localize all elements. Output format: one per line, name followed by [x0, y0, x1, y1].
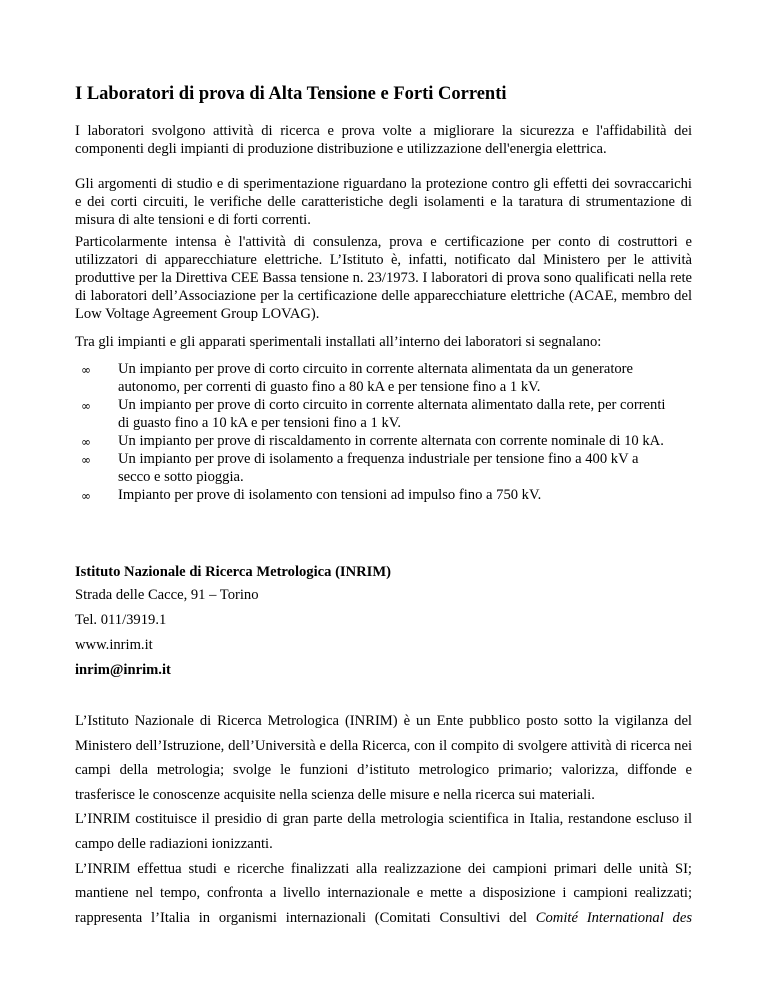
topics-paragraph: Gli argomenti di studio e di sperimentazione riguardano la protezione contro gli effetti dei sovraccarichi e dei corti circuiti, le verifiche delle caratteristiche degli isolamenti e la taratura di strumentazione di misura di alte tensioni e di forti correnti.	[75, 176, 692, 228]
bullet-icon: ∞	[81, 489, 91, 503]
list-item	[75, 432, 692, 450]
facilities-intro-paragraph: Tra gli impianti e gli apparati sperimentali installati all’interno dei laboratori si segnalano:	[75, 334, 602, 350]
description-paragraph: L’Istituto Nazionale di Ricerca Metrologica (INRIM) è un Ente pubblico posto sotto la vigilanza del Ministero dell’Istruzione, dell’Università e della Ricerca, con il compito di svolgere attività di ricerca nei campi della metrologia; svolge le funzioni d’istituto metrologico primario; valorizza, diffonde e trasferisce le conoscenze acquisite nella scienza delle misure e nella ricerca sui materiali.	[75, 713, 692, 803]
bullet-icon: ∞	[81, 453, 91, 467]
list-item	[75, 486, 692, 504]
description-text: L’INRIM effettua studi e ricerche finalizzati alla realizzazione dei campioni primari delle unità SI; mantiene nel tempo, confronta a livello internazionale e mette a disposizione i campioni realizzati; rappresenta l’Italia in organismi internazionali (Comitati Consultivi del	[75, 860, 692, 926]
list-item-text: Un impianto per prove di riscaldamento in corrente alternata con corrente nominale di 10 kA.	[118, 433, 664, 449]
list-item-text: Un impianto per prove di isolamento a frequenza industriale per tensione fino a 400 kV a secco e sotto pioggia.	[118, 451, 639, 485]
institute-name: Istituto Nazionale di Ricerca Metrologica (INRIM)	[75, 564, 391, 580]
bullet-icon: ∞	[81, 363, 91, 377]
description-paragraph	[75, 857, 692, 931]
list-item	[75, 396, 692, 432]
description-italic-text: Comité International des	[535, 909, 692, 926]
consulting-paragraph: Particolarmente intensa è l'attività di consulenza, prova e certificazione per conto di costruttori e utilizzatori di apparecchiature elettriche. L’Istituto è, infatti, notificato dal Ministero per le attività produttive per la Direttiva CEE Bassa tensione n. 23/1973. I laboratori di prova sono qualificati nella rete di laboratori dell’Associazione per la certificazione delle apparecchiature elettriche (ACAE, membro del Low Voltage Agreement Group LOVAG).	[75, 234, 692, 322]
list-item-text: Un impianto per prove di corto circuito in corrente alternata alimentato dalla rete, per correnti di guasto fino a 10 kA e per tensioni fino a 1 kV.	[118, 397, 666, 431]
list-item-text: Impianto per prove di isolamento con tensioni ad impulso fino a 750 kV.	[118, 487, 542, 503]
institute-email: inrim@inrim.it	[75, 662, 171, 678]
facilities-list	[75, 360, 692, 504]
description-paragraph: L’INRIM costituisce il presidio di gran parte della metrologia scientifica in Italia, restandone escluso il campo delle radiazioni ionizzanti.	[75, 811, 692, 852]
institute-website: www.inrim.it	[75, 637, 153, 653]
intro-paragraph: I laboratori svolgono attività di ricerca e prova volte a migliorare la sicurezza e l'affidabilità dei componenti degli impianti di produzione distribuzione e utilizzazione dell'energia elettrica.	[75, 123, 692, 157]
bullet-icon: ∞	[81, 399, 91, 413]
list-item	[75, 360, 692, 396]
list-item	[75, 450, 692, 486]
institute-description	[75, 709, 692, 930]
institute-address: Strada delle Cacce, 91 – Torino	[75, 587, 259, 603]
institute-phone: Tel. 011/3919.1	[75, 612, 167, 628]
section-title: I Laboratori di prova di Alta Tensione e Forti Correnti	[75, 84, 507, 104]
list-item-text: Un impianto per prove di corto circuito in corrente alternata alimentata da un generatore autonomo, per correnti di guasto fino a 80 kA e per tensione fino a 1 kV.	[118, 361, 634, 395]
bullet-icon: ∞	[81, 435, 91, 449]
